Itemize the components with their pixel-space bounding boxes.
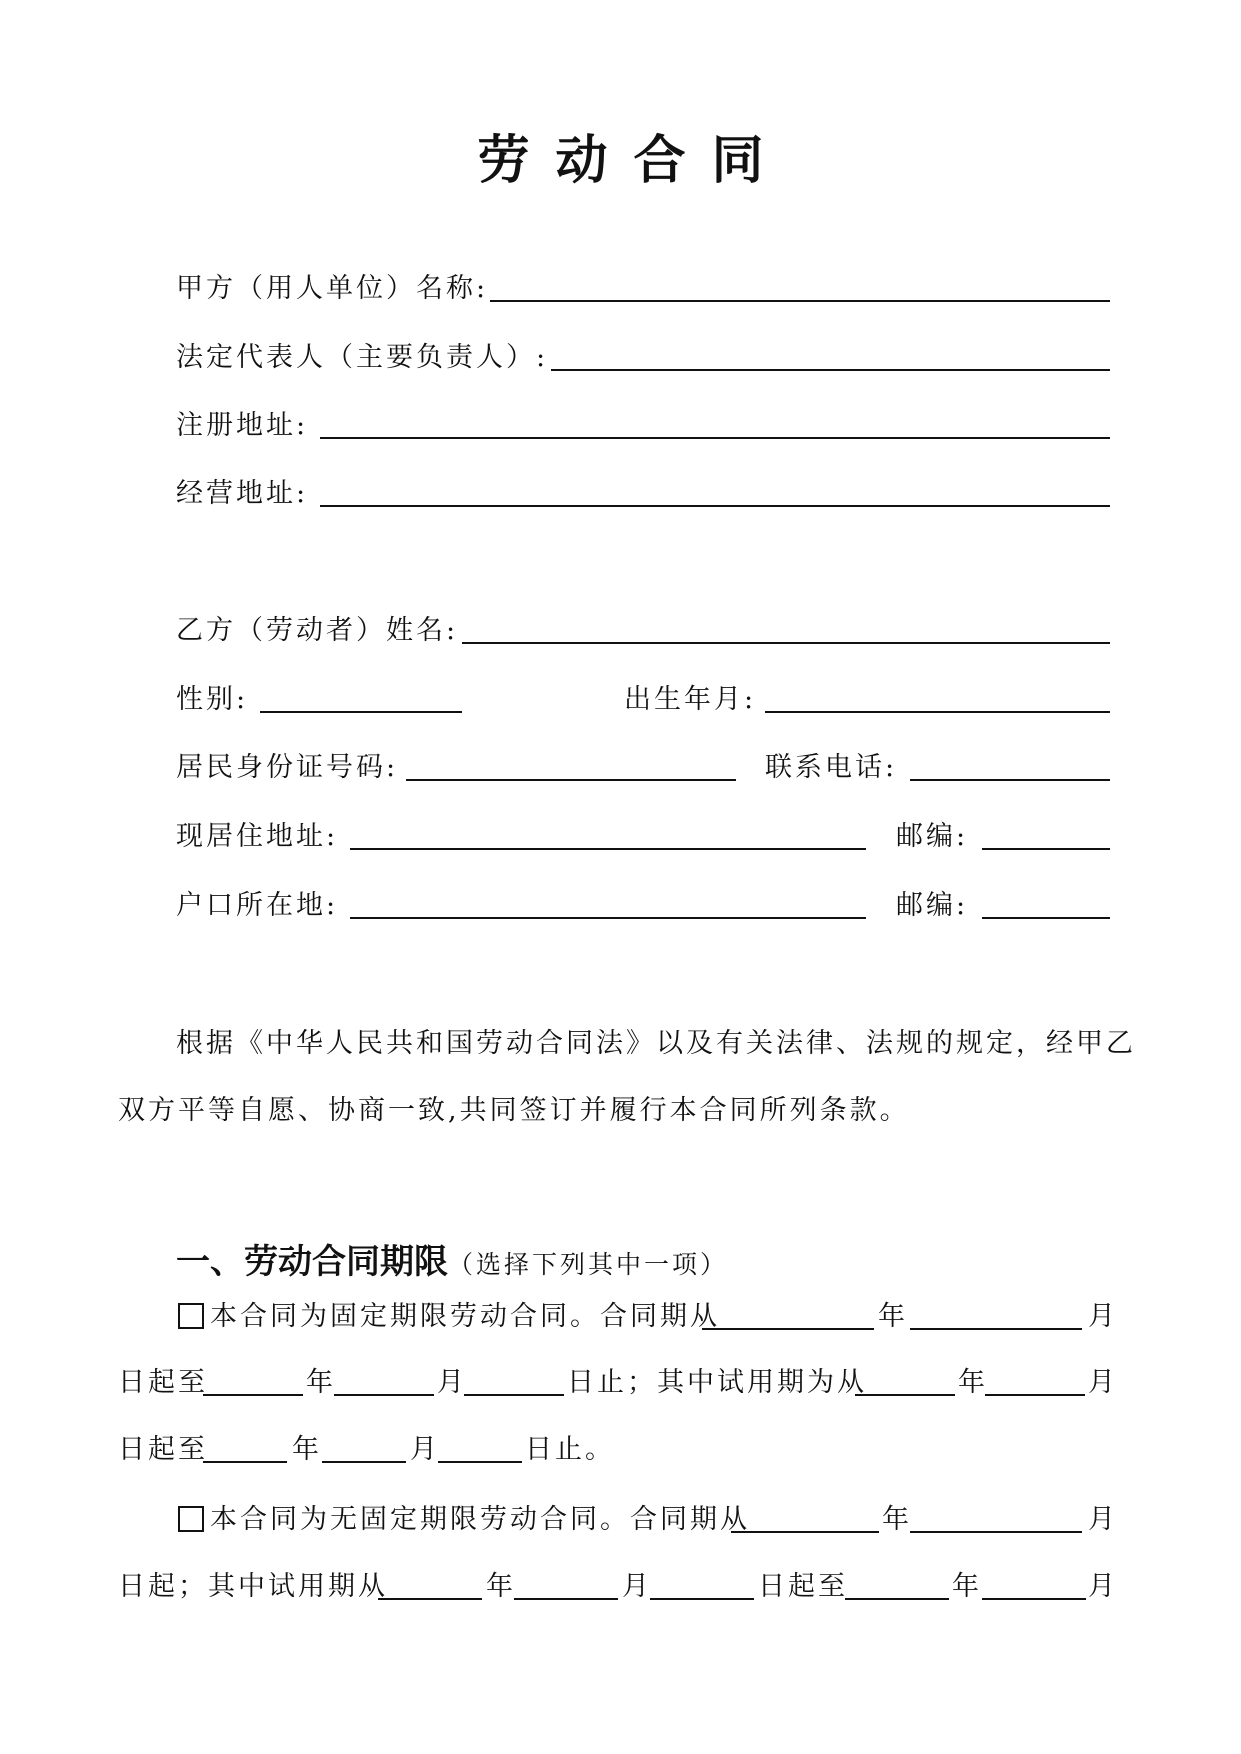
legal-rep-label: 法定代表人（主要负责人）: (176, 342, 549, 373)
fixed-term-checkbox[interactable] (178, 1303, 204, 1329)
phone-label: 联系电话: (765, 752, 898, 783)
open-probation-start-month-field[interactable] (514, 1598, 618, 1600)
postcode-field-1[interactable] (982, 848, 1110, 850)
end-probation-label: 日止；其中试用期为从 (567, 1367, 867, 1398)
open-start-month-field[interactable] (910, 1531, 1082, 1533)
section-1-heading: 一、劳动合同期限（选择下列其中一项） (176, 1242, 729, 1282)
phone-field[interactable] (910, 779, 1110, 781)
open-probation-start-year-field[interactable] (378, 1598, 482, 1600)
start-to-label: 日起至 (118, 1367, 208, 1398)
year-label: 年 (952, 1571, 982, 1602)
end-label: 日止。 (525, 1434, 615, 1465)
probation-end-day-field[interactable] (438, 1461, 522, 1463)
fixed-start-month-field[interactable] (910, 1328, 1082, 1330)
current-address-field[interactable] (350, 848, 866, 850)
probation-start-year-field[interactable] (855, 1394, 955, 1396)
hukou-label: 户口所在地: (176, 890, 339, 921)
open-probation-end-month-field[interactable] (982, 1598, 1086, 1600)
biz-address-label: 经营地址: (176, 478, 309, 509)
fixed-start-year-field[interactable] (702, 1328, 874, 1330)
legal-rep-field[interactable] (551, 369, 1110, 371)
id-number-label: 居民身份证号码: (176, 752, 399, 783)
postcode-field-2[interactable] (982, 917, 1110, 919)
party-a-name-label: 甲方（用人单位）名称: (176, 273, 489, 304)
reg-address-label: 注册地址: (176, 410, 309, 441)
gender-label: 性别: (176, 684, 249, 715)
fixed-end-year-field[interactable] (203, 1394, 303, 1396)
open-probation-end-year-field[interactable] (845, 1598, 949, 1600)
birth-label: 出生年月: (624, 684, 757, 715)
id-number-field[interactable] (406, 779, 736, 781)
open-term-text: 本合同为无固定期限劳动合同。合同期从 (210, 1504, 750, 1535)
month-label: 月 (1088, 1571, 1118, 1602)
open-term-checkbox[interactable] (178, 1506, 204, 1532)
gender-field[interactable] (260, 711, 462, 713)
current-address-label: 现居住地址: (176, 821, 339, 852)
probation-end-month-field[interactable] (322, 1461, 406, 1463)
year-label: 年 (306, 1367, 336, 1398)
probation-end-year-field[interactable] (203, 1461, 287, 1463)
fixed-term-text: 本合同为固定期限劳动合同。合同期从 (210, 1301, 720, 1332)
biz-address-field[interactable] (320, 505, 1110, 507)
open-start-year-field[interactable] (731, 1531, 879, 1533)
hukou-field[interactable] (350, 917, 866, 919)
open-start-label: 日起；其中试用期从 (118, 1571, 388, 1602)
intro-line-2: 双方平等自愿、协商一致,共同签订并履行本合同所列条款。 (118, 1095, 910, 1126)
year-label: 年 (292, 1434, 322, 1465)
year-label: 年 (878, 1301, 908, 1332)
party-b-name-label: 乙方（劳动者）姓名: (176, 615, 459, 646)
section-1-note: （选择下列其中一项） (448, 1250, 729, 1279)
year-label: 年 (958, 1367, 988, 1398)
year-label: 年 (486, 1571, 516, 1602)
month-label: 月 (410, 1434, 440, 1465)
month-label: 月 (437, 1367, 467, 1398)
party-b-name-field[interactable] (462, 642, 1110, 644)
month-label: 月 (622, 1571, 652, 1602)
postcode-label-1: 邮编: (896, 821, 969, 852)
fixed-end-day-field[interactable] (464, 1394, 564, 1396)
open-probation-start-day-field[interactable] (650, 1598, 754, 1600)
postcode-label-2: 邮编: (896, 890, 969, 921)
reg-address-field[interactable] (320, 437, 1110, 439)
year-label: 年 (882, 1504, 912, 1535)
start-to-label: 日起至 (118, 1434, 208, 1465)
probation-start-month-field[interactable] (985, 1394, 1085, 1396)
start-to-label-2: 日起至 (758, 1571, 848, 1602)
fixed-end-month-field[interactable] (334, 1394, 434, 1396)
intro-line-1: 根据《中华人民共和国劳动合同法》以及有关法律、法规的规定，经甲乙 (176, 1028, 1136, 1059)
month-label: 月 (1088, 1504, 1118, 1535)
birth-field[interactable] (765, 711, 1110, 713)
document-title: 劳动合同 (477, 130, 790, 191)
month-label: 月 (1088, 1301, 1118, 1332)
party-a-name-field[interactable] (490, 300, 1110, 302)
month-label: 月 (1088, 1367, 1118, 1398)
